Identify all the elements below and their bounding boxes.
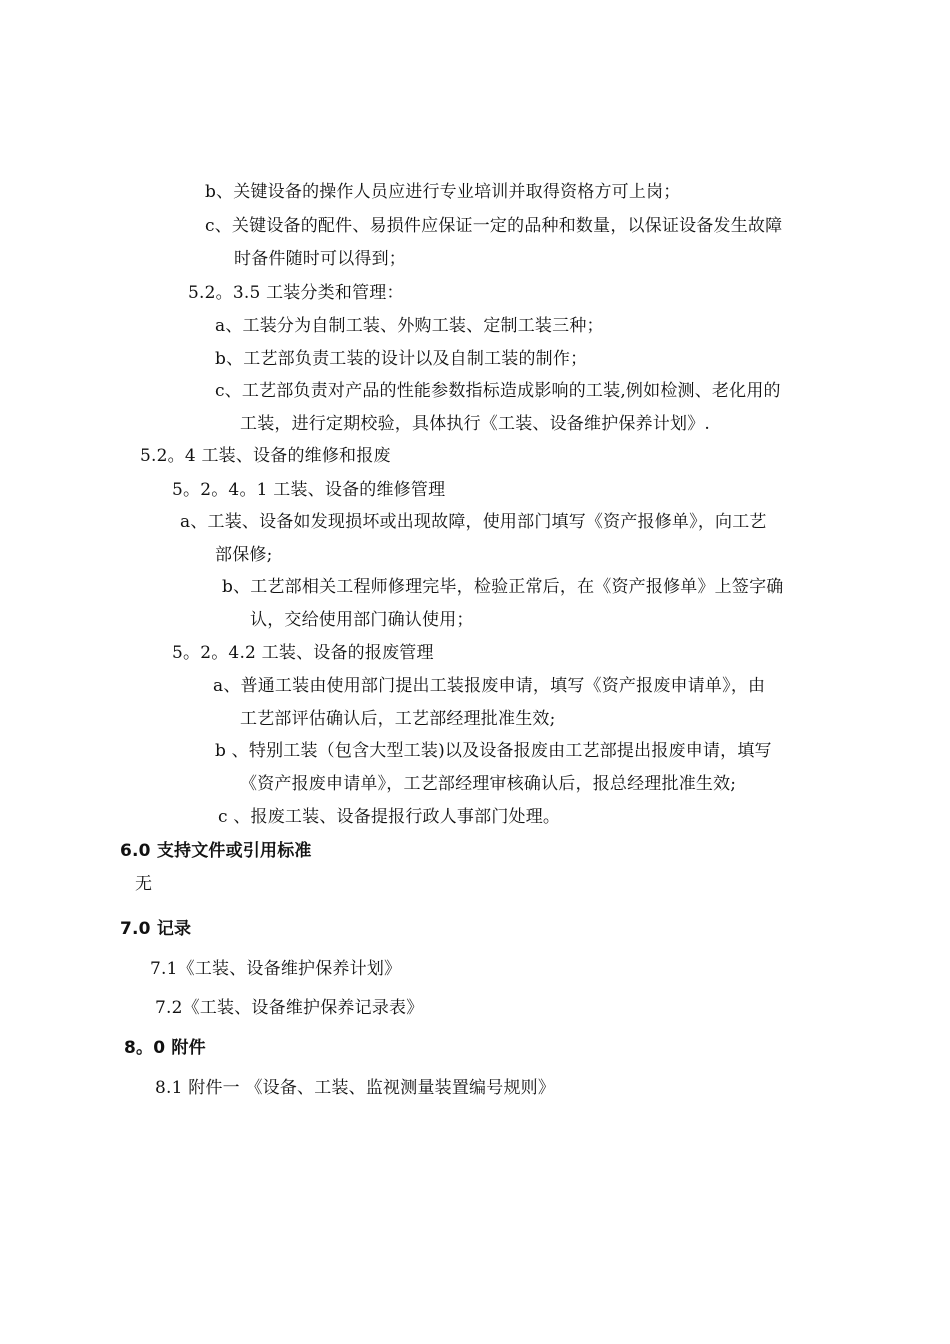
section-7-heading: 7.0 记录 (120, 919, 192, 939)
section-5-2-4-1-title: 5。2。4。1 工装、设备的维修管理 (172, 480, 446, 500)
section-8-heading: 8。0 附件 (124, 1038, 206, 1058)
s5-2-4-1-item-a-line1: a、工装、设备如发现损坏或出现故障，使用部门填写《资产报修单》，向工艺 (180, 512, 767, 532)
s5-2-2-item-c-line1: c、关键设备的配件、易损件应保证一定的品种和数量，以保证设备发生故障 (205, 216, 783, 236)
s5-2-4-1-item-b-line2: 认，交给使用部门确认使用； (250, 610, 474, 630)
section-5-2-3-5-title: 5.2。3.5 工装分类和管理： (188, 283, 404, 303)
s5-2-4-1-item-a-line2: 部保修; (215, 545, 273, 565)
section-8-item-1: 8.1 附件一 《设备、工装、监视测量装置编号规则》 (155, 1078, 556, 1098)
s5-2-4-2-item-a-line2: 工艺部评估确认后，工艺部经理批准生效; (240, 709, 556, 729)
s5-2-3-5-item-b: b、工艺部负责工装的设计以及自制工装的制作； (215, 349, 588, 369)
s5-2-2-item-b: b、关键设备的操作人员应进行专业培训并取得资格方可上岗； (205, 182, 681, 202)
s5-2-4-1-item-b-line1: b、工艺部相关工程师修理完毕，检验正常后，在《资产报修单》上签字确 (222, 577, 784, 597)
section-6-body: 无 (135, 874, 153, 894)
s5-2-3-5-item-c-line2: 工装，进行定期校验，具体执行《工装、设备维护保养计划》. (240, 414, 711, 434)
section-7-item-2: 7.2《工装、设备维护保养记录表》 (155, 998, 424, 1018)
s5-2-4-2-item-b-line1: b 、特别工装（包含大型工装)以及设备报废由工艺部提出报废申请，填写 (215, 741, 772, 761)
section-5-2-4-title: 5.2。4 工装、设备的维修和报废 (140, 446, 391, 466)
s5-2-3-5-item-a: a、工装分为自制工装、外购工装、定制工装三种； (215, 316, 604, 336)
section-7-item-1: 7.1《工装、设备维护保养计划》 (150, 959, 402, 979)
s5-2-4-2-item-c: c 、报废工装、设备提报行政人事部门处理。 (218, 807, 561, 827)
section-6-heading: 6.0 支持文件或引用标准 (120, 841, 312, 861)
s5-2-4-2-item-a-line1: a、普通工装由使用部门提出工装报废申请，填写《资产报废申请单》，由 (213, 676, 766, 696)
s5-2-2-item-c-line2: 时备件随时可以得到； (234, 249, 406, 269)
section-5-2-4-2-title: 5。2。4.2 工装、设备的报废管理 (172, 643, 434, 663)
s5-2-3-5-item-c-line1: c、工艺部负责对产品的性能参数指标造成影响的工装,例如检测、老化用的 (215, 381, 781, 401)
s5-2-4-2-item-b-line2: 《资产报废申请单》，工艺部经理审核确认后，报总经理批准生效; (240, 774, 737, 794)
